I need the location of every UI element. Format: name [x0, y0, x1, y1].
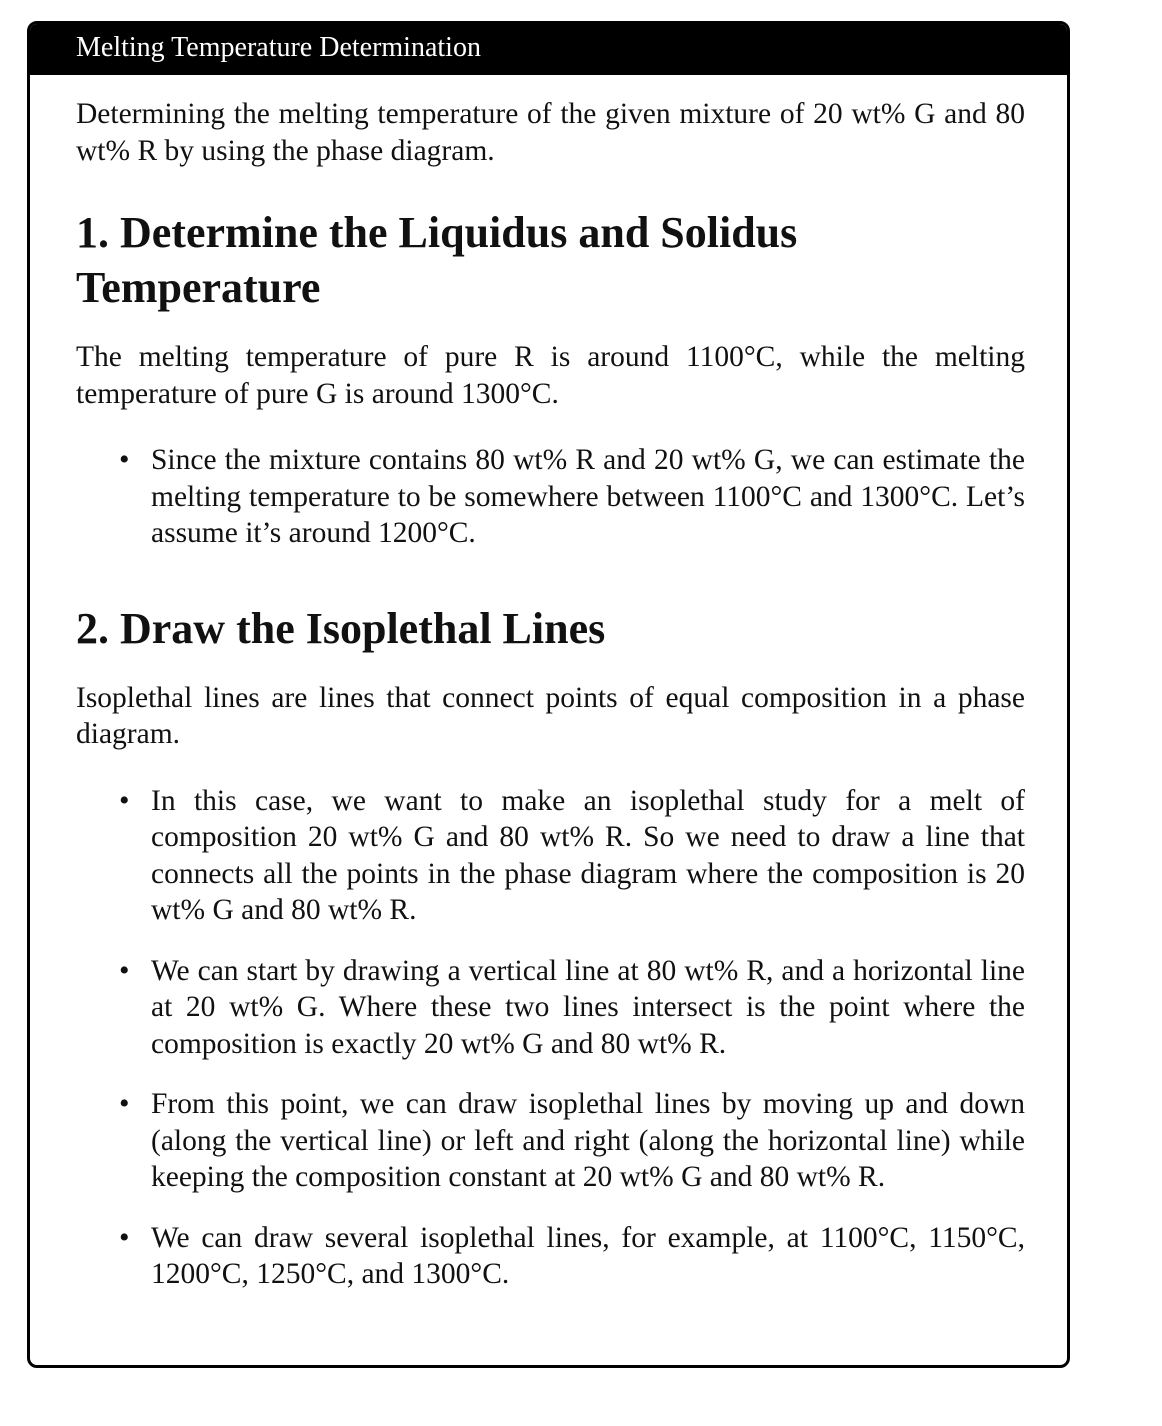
- section-1-heading: 1. Determine the Liquidus and Solidus Temperature: [76, 208, 798, 312]
- list-item: • In this case, we want to make an isoplethal study for a melt of composition 20 wt% G and 80 wt% R. So we need to draw a line that connects all the points in the phase diagram where the composition is 20 wt% G and 80 wt% R.: [76, 783, 1025, 929]
- box-content: [30, 96, 1067, 1293]
- list-item: • We can start by drawing a vertical line at 80 wt% R, and a horizontal line at 20 wt% G. Where these two lines intersect is the point where the composition is exactly 20 wt% G and 80 wt% R.: [76, 953, 1025, 1063]
- solution-box: [27, 21, 1070, 1368]
- section-2-heading: 2. Draw the Isoplethal Lines: [76, 603, 606, 653]
- section-1-bullet-list: [76, 442, 1025, 552]
- box-title: Melting Temperature Determination: [30, 24, 1067, 75]
- list-item: • We can draw several isoplethal lines, for example, at 1100°C, 1150°C, 1200°C, 1250°C, and 1300°C.: [76, 1220, 1025, 1293]
- section-2-paragraph: Isoplethal lines are lines that connect points of equal composition in a phase diagram.: [76, 681, 1025, 750]
- intro-paragraph: Determining the melting temperature of the given mixture of 20 wt% G and 80 wt% R by using the phase diagram.: [76, 98, 1025, 167]
- list-item: • From this point, we can draw isoplethal lines by moving up and down (along the vertical line) or left and right (along the horizontal line) while keeping the composition constant at 20 wt% G and 80 wt% R.: [76, 1086, 1025, 1196]
- list-item: • Since the mixture contains 80 wt% R and 20 wt% G, we can estimate the melting temperature to be somewhere between 1100°C and 1300°C. Let’s assume it’s around 1200°C.: [76, 442, 1025, 552]
- section-1-paragraph: The melting temperature of pure R is around 1100°C, while the melting temperature of pure G is around 1300°C.: [76, 341, 1025, 410]
- section-2-bullet-list: [76, 783, 1025, 1293]
